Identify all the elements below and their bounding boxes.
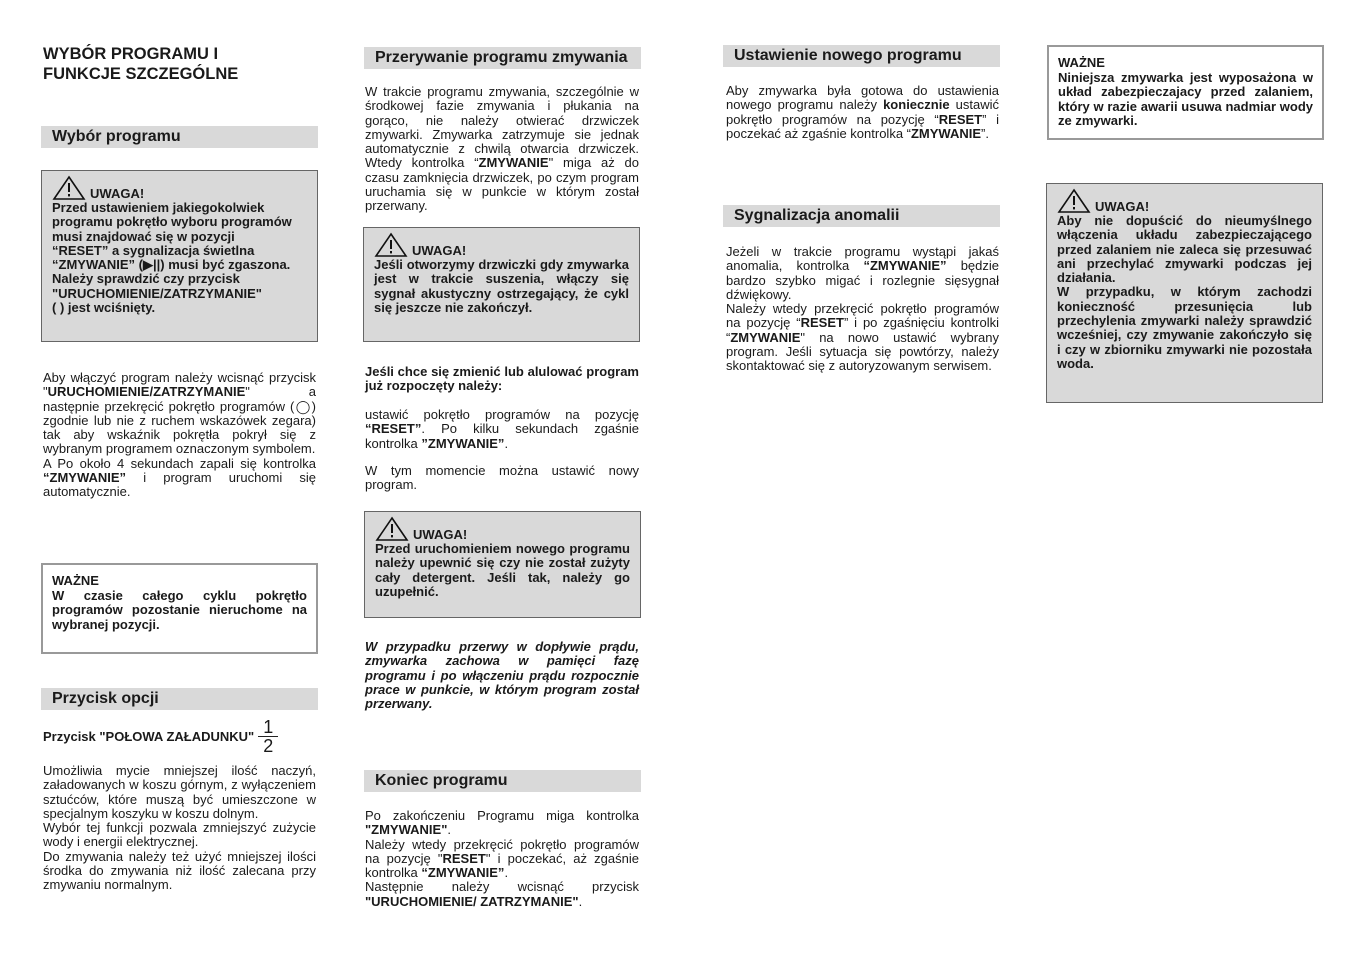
- page-title-line-1: WYBÓR PROGRAMU I: [43, 45, 219, 63]
- warning-header: [52, 175, 307, 201]
- warning-line: ( ) jest wciśnięty.: [52, 300, 156, 316]
- paragraph-interrupt: W trakcie programu zmywania, szczególnie w środkowej fazie zmywania i płukania na gorąco, nie należy otwierać drzwiczek zmywarki. Zmywarka zatrzymuje sie jednak automatycznie z chwilą otwarcia drzwiczek. Wtedy kontrolka “ZMYWANIE" miga aż do czasu zamknięcia drzwiczek, po czym program uruchamia się w punkcie w którym został przerwany.: [365, 84, 639, 214]
- warning-triangle-icon: [375, 516, 409, 542]
- important-label: WAŻNE: [52, 573, 99, 588]
- warning-header: [375, 516, 630, 542]
- half-load-label: Przycisk "POŁOWA ZAŁADUNKU": [43, 729, 255, 744]
- warning-triangle-icon: [52, 175, 86, 201]
- warning-text: Przed uruchomieniem nowego programu należy upewnić się czy nie został zużyty cały detergent. Jeśli tak, należy go uzupełnić.: [375, 541, 630, 599]
- warning-line: "URUCHOMIENIE/ZATRZYMANIE": [52, 285, 262, 301]
- warning-label: UWAGA!: [413, 526, 468, 542]
- paragraph-new-program-setup: Aby zmywarka była gotowa do ustawienia nowego programu należy koniecznie ustawić pokrętło programów na pozycję “RESET” i poczekać aż zgaśnie kontrolka “ZMYWANIE”.: [726, 83, 999, 141]
- paragraph-half-load: [43, 764, 316, 893]
- warning-line: musi znajdować się w pozycji: [52, 228, 235, 244]
- paragraph-anomaly: Jeżeli w trakcie programu wystąpi jakaś anomalia, kontrolka “ZMYWANIE” będzie bardzo szybko migać i rozlegnie sięsygnał dźwiękowy. Należy wtedy przekręcić pokrętło programów na pozycję “RESET” i po zgaśnięciu kontrolki “ZMYWANIE" na nowo ustawić wybrany program. Jeśli sytuacja się powtórzy, należy skontaktować się z autoryzowanym serwisem.: [726, 244, 1000, 374]
- section-heading-sygnalizacja: Sygnalizacja anomalii: [723, 205, 1000, 227]
- warning-line: programu pokrętło wyboru programów: [52, 214, 292, 230]
- warning-line: Przed ustawieniem jakiegokolwiek: [52, 200, 265, 215]
- warning-box-drying: [363, 227, 640, 342]
- half-load-button-row: [43, 719, 318, 754]
- important-text: Niniejsza zmywarka jest wyposażona w układ zabezpieczajacy przed zalaniem, który w razie awarii usuwa nadmiar wody ze zmywarki.: [1058, 69, 1313, 128]
- paragraph: Do zmywania należy też użyć mniejszej ilości środka do zmywania niż ilość zalecana przy zmywaniu normalnym.: [43, 848, 316, 893]
- section-heading-wybor-programu: Wybór programu: [41, 126, 318, 148]
- warning-label: UWAGA!: [412, 242, 467, 258]
- warning-triangle-icon: [374, 232, 408, 258]
- warning-box-detergent: [364, 511, 641, 618]
- page-title: [43, 44, 323, 84]
- warning-box-reset: [41, 170, 318, 342]
- warning-line: “ZMYWANIE” (▶||) musi być zgaszona.: [52, 257, 291, 273]
- warning-text: Jeśli otworzymy drzwiczki gdy zmywarka jest w trakcie suszenia, włączy się sygnał akustyczny ostrzegający, że cykl się jeszcze nie zakończył.: [374, 257, 629, 315]
- paragraph-power-outage: W przypadku przerwy w dopływie prądu, zmywarka zachowa w pamięci fazę programu i po włączeniu prądu rozpocznie prace w punkcie, w którym program został przerwany.: [365, 639, 639, 712]
- paragraph-change-program: Jeśli chce się zmienić lub alulować program już rozpoczęty należy:: [365, 364, 639, 394]
- section-heading-przerywanie: Przerywanie programu zmywania: [364, 47, 641, 69]
- warning-header: [1057, 188, 1312, 214]
- section-heading-ustawienie: Ustawienie nowego programu: [723, 45, 1000, 67]
- half-fraction-icon: $\frac{1}{2}$: [258, 719, 278, 754]
- warning-text: Aby nie dopuścić do nieumyślnego włączenia układu zabezpieczającego przed zalaniem nie zaleca się przesuwać ani przechylać zmywarki podczas jej działania.: [1057, 213, 1312, 286]
- warning-text: W przypadku, w którym zachodzi konieczność przesunięcia lub przechylenia zmywarki należy sprawdzić wcześniej, czy zmywanie zakończyło się i czy w zbiorniku zmywarki nie pozostała woda.: [1057, 284, 1312, 371]
- warning-line: Należy sprawdzić czy przycisk: [52, 271, 240, 287]
- important-text: W czasie całego cyklu pokrętło programów pozostanie nieruchome na wybranej pozycji.: [52, 587, 307, 632]
- important-label: WAŻNE: [1058, 55, 1105, 70]
- section-heading-przycisk-opcji: Przycisk opcji: [41, 688, 318, 710]
- paragraph-reset: ustawić pokrętło programów na pozycję “RESET”. Po kilku sekundach zgaśnie kontrolka ”ZMYWANIE”.: [365, 407, 639, 451]
- important-box-flood-protection: [1047, 45, 1324, 140]
- warning-header: [374, 232, 629, 258]
- paragraph-start-program: Aby włączyć program należy wcisnąć przycisk "URUCHOMIENIE/ZATRZYMANIE" a następnie przekręcić pokrętło programów (◯) zgodnie lub nie z ruchem wskazówek zegara) tak aby wskaźnik pokrętła pokrył się z wybranym programem oznaczonym symbolem. A Po około 4 sekundach zapali się kontrolka “ZMYWANIE” i program uruchomi się automatycznie.: [43, 370, 316, 500]
- warning-line: “RESET” a sygnalizacja świetlna: [52, 242, 255, 258]
- warning-label: UWAGA!: [90, 185, 145, 201]
- paragraph: Umożliwia mycie mniejszej ilość naczyń, załadowanych w koszu górnym, z wyłączeniem sztućców, które muszą być umieszczone w specjalnym koszyku w koszu dolnym.: [43, 763, 316, 821]
- paragraph: Wybór tej funkcji pozwala zmniejszyć zużycie wody i energii elektrycznej.: [43, 820, 316, 850]
- paragraph-new-program: W tym momencie można ustawić nowy program.: [365, 463, 639, 493]
- warning-box-moving: [1046, 183, 1323, 403]
- warning-label: UWAGA!: [1095, 198, 1150, 214]
- warning-triangle-icon: [1057, 188, 1091, 214]
- section-heading-koniec-programu: Koniec programu: [364, 770, 641, 792]
- paragraph-end-program: Po zakończeniu Programu miga kontrolka "ZMYWANIE". Należy wtedy przekręcić pokrętło programów na pozycję "RESET" i poczekać, aż zgaśnie kontrolka “ZMYWANIE”. Następnie należy wcisnąć przycisk "URUCHOMIENIE/ ZATRZYMANIE".: [365, 808, 639, 909]
- important-box-knob: [41, 563, 318, 654]
- page-title-line-2: FUNKCJE SZCZEGÓLNE: [43, 65, 239, 83]
